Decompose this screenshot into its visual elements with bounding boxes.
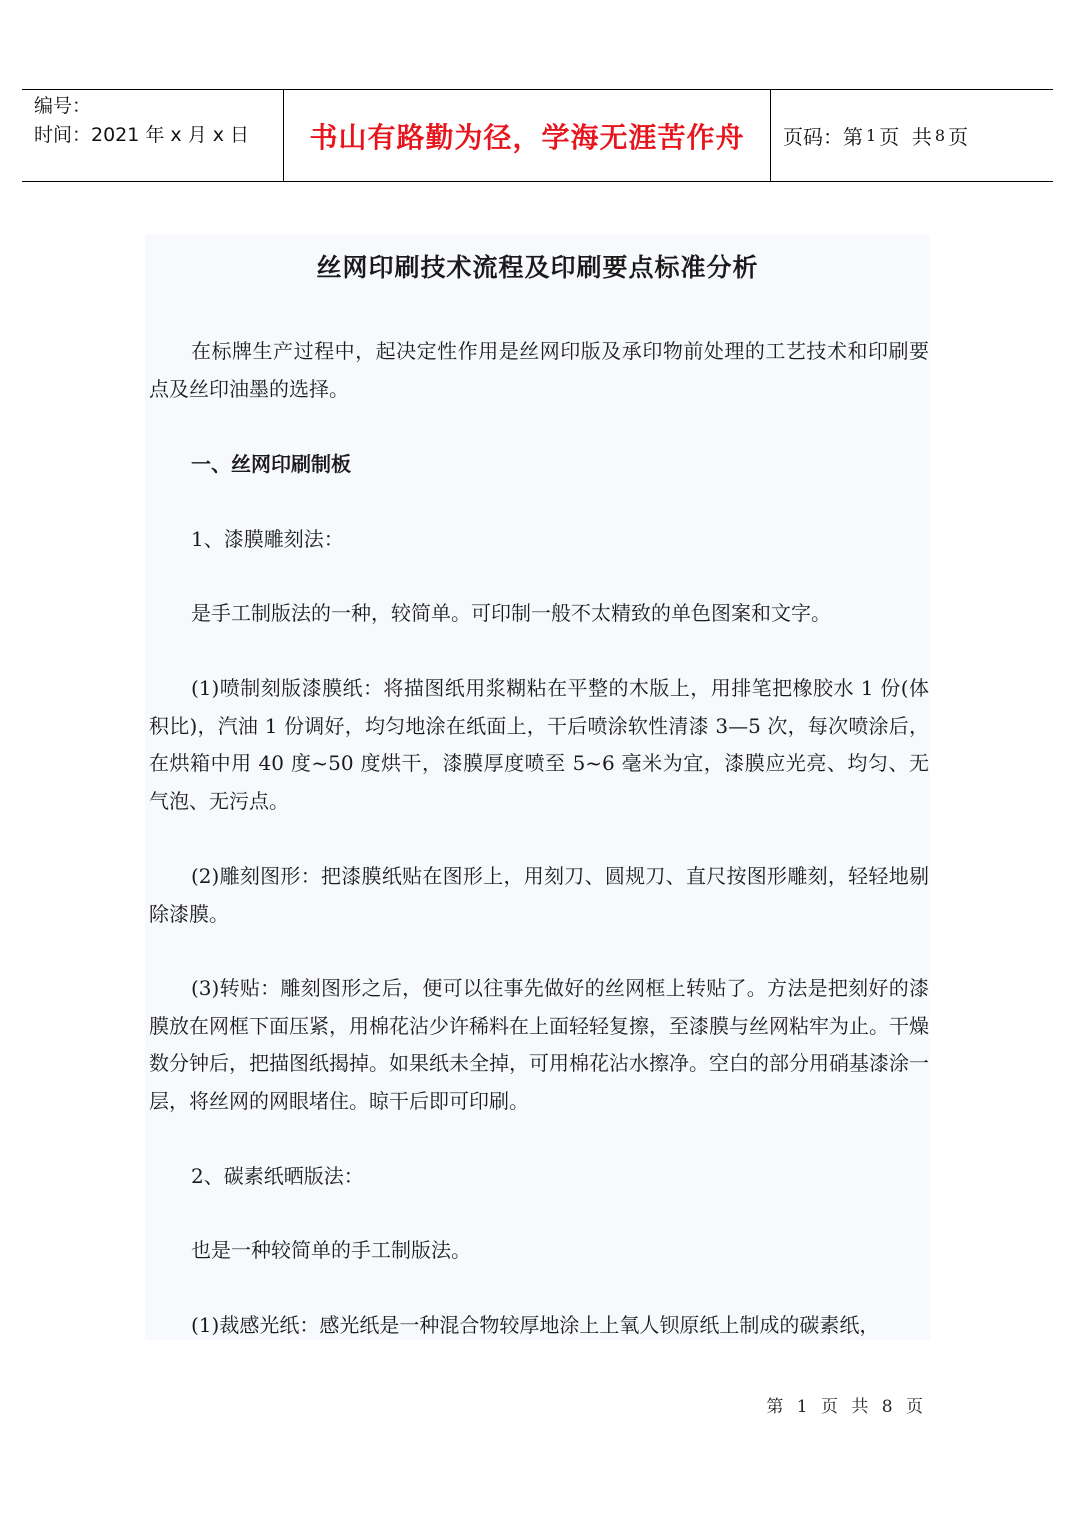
- page-footer: 第 1 页 共 8 页: [766, 1397, 927, 1417]
- header-meta: [22, 90, 284, 181]
- page-suffix: 页: [948, 125, 969, 149]
- paragraph: (2)雕刻图形：把漆膜纸贴在图形上，用刻刀、圆规刀、直尺按图形雕刻，轻轻地剔除漆膜。: [149, 864, 929, 926]
- paragraph: 也是一种较简单的手工制版法。: [191, 1238, 471, 1262]
- header-page-info: [771, 90, 1053, 181]
- paragraph: (3)转贴：雕刻图形之后，便可以往事先做好的丝网框上转贴了。方法是把刻好的漆膜放在网框下面压紧，用棉花沾少许稀料在上面轻轻复擦，至漆膜与丝网粘牢为止。干燥数分钟后，把描图纸揭掉。如果纸未全掉，可用棉花沾水擦净。空白的部分用硝基漆涂一层，将丝网的网眼堵住。晾干后即可印刷。: [149, 976, 929, 1113]
- subsection-heading: 2、碳素纸晒版法：: [191, 1164, 364, 1188]
- page-middle: 页 共: [879, 125, 932, 149]
- header-motto: 书山有路勤为径，学海无涯苦作舟: [284, 90, 771, 181]
- subsection-heading: 1、漆膜雕刻法：: [191, 527, 344, 551]
- paragraph: (1)喷制刻版漆膜纸：将描图纸用浆糊粘在平整的木版上，用排笔把橡胶水 1 份(体积比)，汽油 1 份调好，均匀地涂在纸面上，干后喷涂软性清漆 3—5 次，每次喷涂后，在烘箱中用 40 度~50 度烘干，漆膜厚度喷至 5~6 毫米为宜，漆膜应光亮、均匀、无气泡、无污点。: [149, 676, 929, 813]
- paragraph-intro: 在标牌生产过程中，起决定性作用是丝网印版及承印物前处理的工艺技术和印刷要点及丝印油墨的选择。: [149, 339, 929, 401]
- page-total: 8: [934, 126, 946, 145]
- page-current: 1: [866, 126, 877, 145]
- section-heading: 一、丝网印刷制板: [191, 452, 351, 476]
- number-label: 编号：: [34, 95, 92, 117]
- page-prefix: 页码：第: [783, 125, 863, 149]
- paragraph: 是手工制版法的一种，较简单。可印制一般不太精致的单色图案和文字。: [191, 601, 831, 625]
- document-title: 丝网印刷技术流程及印刷要点标准分析: [316, 253, 759, 282]
- time-label: 时间：2021 年 x 月 x 日: [34, 124, 250, 146]
- paragraph: (1)裁感光纸：感光纸是一种混合物较厚地涂上上氧人钡原纸上制成的碳素纸，: [191, 1313, 880, 1337]
- document-header: [22, 89, 1053, 182]
